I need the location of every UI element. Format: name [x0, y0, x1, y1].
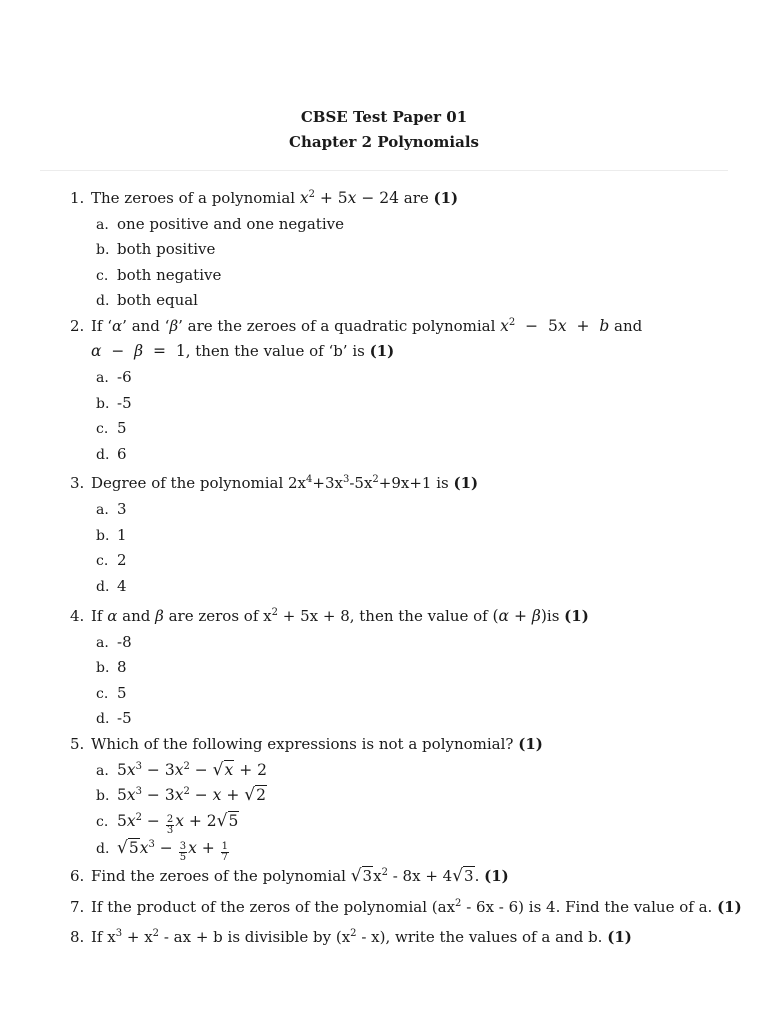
paper-title: CBSE Test Paper 01 [300, 108, 468, 126]
option-text: one positive and one negative [117, 215, 344, 233]
option-label: b. [96, 660, 110, 676]
option-4-d [96, 706, 132, 732]
option-label: c. [96, 268, 109, 284]
option-text: 2 [117, 551, 127, 569]
option-label: a. [96, 217, 109, 233]
option-4-b [96, 655, 127, 681]
option-label: d. [96, 579, 110, 595]
question-text: Find the zeroes of the polynomial $√3x^2 - 8x + 4√3$. (1) [91, 866, 509, 886]
option-label: a. [96, 635, 109, 651]
option-label: d. [96, 293, 110, 309]
question-4 [70, 604, 750, 629]
question-8 [70, 925, 750, 950]
question-text-continuation: α − β = 1, then the value of ‘b’ is (1) [91, 342, 395, 360]
option-1-d [96, 288, 198, 314]
option-text: 6 [117, 445, 127, 463]
option-label: b. [96, 242, 110, 258]
option-text: $√5x^3$ − $\frac{3}{5}$ x + $\frac{1}{7}$ [117, 838, 229, 863]
question-number: 5. [70, 735, 85, 753]
option-1-c [96, 263, 221, 289]
question-number: 2. [70, 317, 85, 335]
question-number: 7. [70, 898, 85, 916]
option-2-b [96, 391, 132, 417]
option-label: d. [96, 711, 110, 727]
option-text: both equal [117, 291, 198, 309]
option-text: -5 [117, 709, 132, 727]
option-text: $5x^3 - 3x^2 - √x + 2$ [117, 760, 267, 780]
option-label: c. [96, 814, 109, 830]
option-label: c. [96, 421, 109, 437]
option-text: both negative [117, 266, 222, 284]
option-2-c [96, 416, 127, 442]
question-1 [70, 186, 750, 211]
option-label: b. [96, 788, 110, 804]
option-label: b. [96, 528, 110, 544]
option-3-c [96, 548, 127, 574]
question-number: 8. [70, 928, 85, 946]
option-text: 5 [117, 684, 127, 702]
option-5-b [96, 783, 267, 809]
chapter-title: Chapter 2 Polynomials [289, 133, 479, 151]
option-text: -5 [117, 394, 132, 412]
question-text: The zeroes of a polynomial $x^2 + 5x - 24$ are (1) [91, 189, 459, 207]
question-text: If the product of the zeros of the polynomial $(ax^2 - 6x - 6)$ is 4. Find the value of a. (1) [91, 898, 742, 916]
option-text: -6 [117, 368, 132, 386]
question-text: If $x^3 + x^2$ - ax + b is divisible by $(x^2 - x)$, write the values of a and b. (1) [91, 928, 632, 946]
option-5-a [96, 758, 267, 784]
question-text: If ‘α’ and ‘β’ are the zeroes of a quadratic polynomial $x^2 - 5x + b$ and [91, 317, 643, 335]
option-label: c. [96, 686, 109, 702]
question-number: 3. [70, 474, 85, 492]
question-5 [70, 732, 750, 757]
option-3-d [96, 574, 127, 600]
question-text: Degree of the polynomial $2x^4+3x^3-5x^2+9x+1$ is (1) [91, 474, 479, 492]
question-7 [70, 895, 750, 920]
question-2 [70, 314, 750, 360]
option-text: $5x^2$ − $\frac{2}{3}$ x + 2√5 [117, 811, 239, 836]
option-5-c [96, 809, 239, 836]
option-text: 8 [117, 658, 127, 676]
question-text: Which of the following expressions is not a polynomial? (1) [91, 735, 543, 753]
option-text: 5 [117, 419, 127, 437]
option-4-a [96, 630, 132, 656]
option-3-a [96, 497, 127, 523]
question-6 [70, 864, 750, 889]
option-label: b. [96, 396, 110, 412]
option-label: a. [96, 763, 109, 779]
option-label: d. [96, 447, 110, 463]
question-number: 4. [70, 607, 85, 625]
option-text: -8 [117, 633, 132, 651]
option-1-b [96, 237, 215, 263]
option-1-a [96, 212, 344, 238]
option-text: $5x^3 - 3x^2 - x + √2$ [117, 785, 266, 805]
option-2-a [96, 365, 132, 391]
option-label: a. [96, 502, 109, 518]
question-number: 6. [70, 867, 85, 885]
option-4-c [96, 681, 127, 707]
option-label: a. [96, 370, 109, 386]
option-5-d [96, 836, 230, 863]
question-3 [70, 471, 750, 496]
option-label: d. [96, 841, 110, 857]
option-text: 1 [117, 526, 127, 544]
option-text: 3 [117, 500, 127, 518]
option-2-d [96, 442, 127, 468]
question-number: 1. [70, 189, 85, 207]
option-3-b [96, 523, 127, 549]
question-text: If α and β are zeros of $x^2 + 5x + 8$, then the value of (α + β)is (1) [91, 607, 589, 625]
option-label: c. [96, 553, 109, 569]
option-text: 4 [117, 577, 127, 595]
header-divider [40, 170, 728, 171]
option-text: both positive [117, 240, 216, 258]
